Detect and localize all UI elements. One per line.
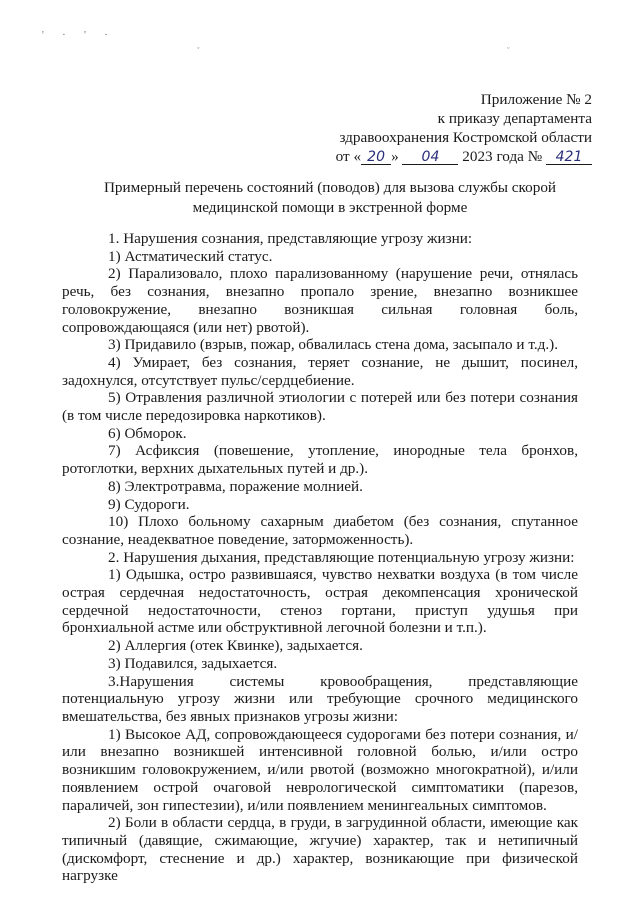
paragraph: 2) Боли в области сердца, в груди, в загрудинной области, имеющие как типичный (давящие, сжимающие, жгучие) характер, так и нетипичный (дискомфорт, стеснение и др.) характер, возникающие при физической нагрузке [62,814,578,885]
scan-mark: ˇ [507,46,510,55]
paragraph: 6) Обморок. [108,424,187,442]
paragraph: 3) Подавился, задыхается. [108,654,278,672]
document-title [60,178,600,217]
paragraph: 1) Астматический статус. [108,247,273,265]
paragraph: 3) Придавило (взрыв, пожар, обвалилась стена дома, засыпало и т.д.). [108,336,558,354]
paragraph: 1) Высокое АД, сопровождающееся судорогами без потери сознания, и/или внезапно возникшей интенсивной головной болью, и/или остро возникшим головокружением, и/или рвотой (возможно многократной), и/или появлением острой очаговой неврологической симптоматики (парезов, параличей, зон гипестезии), и/или появлением менингеальных симптомов. [62,725,578,814]
date-year: 2023 года № [462,148,543,165]
handwritten-order-number: 421 [546,150,592,165]
scan-speckles: ' · ' · [42,30,116,41]
paragraph: 10) Плохо больному сахарным диабетом (без сознания, спутанное сознание, неадекватное поведение, заторможенность). [62,513,578,548]
paragraph: 2) Парализовало, плохо парализованному (нарушение речи, отнялась речь, без сознания, внезапно пропало зрение, внезапно возникшее головокружение, внезапно возникшая сильная головная боль, сопровождающаяся (или нет) рвотой). [62,265,578,336]
paragraph: 4) Умирает, без сознания, теряет сознание, не дышит, посинел, задохнулся, отсутствует пульс/сердцебиение. [62,353,578,389]
paragraph: 8) Электротравма, поражение молнией. [108,477,363,495]
handwritten-month: 04 [402,150,458,165]
paragraph: 5) Отравления различной этиологии с потерей или без потери сознания (в том числе передозировка наркотиков). [62,389,578,425]
title-line-1: Примерный перечень состояний (поводов) для вызова службы скорой [103,179,557,196]
paragraph: 9) Судороги. [108,495,190,513]
document-body [62,230,578,885]
handwritten-day: 20 [361,150,391,165]
paragraph: 2. Нарушения дыхания, представляющие потенциальную угрозу жизни: [108,548,575,566]
appendix-number: Приложение № 2 [480,91,592,108]
date-prefix: от « [335,148,362,165]
scan-mark: ˇ [197,46,200,55]
paragraph: 3.Нарушения системы кровообращения, представляющие потенциальную угрозу жизни или требующие срочного медицинского вмешательства, без явных признаков угрозы жизни: [62,672,578,725]
title-line-2: медицинской помощи в экстренной форме [192,198,468,216]
paragraph: 1) Одышка, остро развившаяся, чувство нехватки воздуха (в том числе острая сердечная недостаточность, острая декомпенсация хронической сердечной недостаточности, стеноз гортани, приступ удушья при бронхиальной астме или обструктивной легочной болезни и т.п.). [62,566,578,637]
appendix-department: здравоохранения Костромской области [339,129,592,146]
date-mid: » [391,148,399,165]
paragraph: 2) Аллергия (отек Квинке), задыхается. [108,637,363,655]
paragraph: 7) Асфиксия (повешение, утопление, инородные тела бронхов, ротоглотки, верхних дыхательных путей и др.). [62,442,578,478]
paragraph: 1. Нарушения сознания, представляющие угрозу жизни: [108,230,473,247]
appendix-header [336,90,592,166]
appendix-date-line [336,147,592,166]
appendix-order-ref: к приказу департамента [437,110,592,127]
